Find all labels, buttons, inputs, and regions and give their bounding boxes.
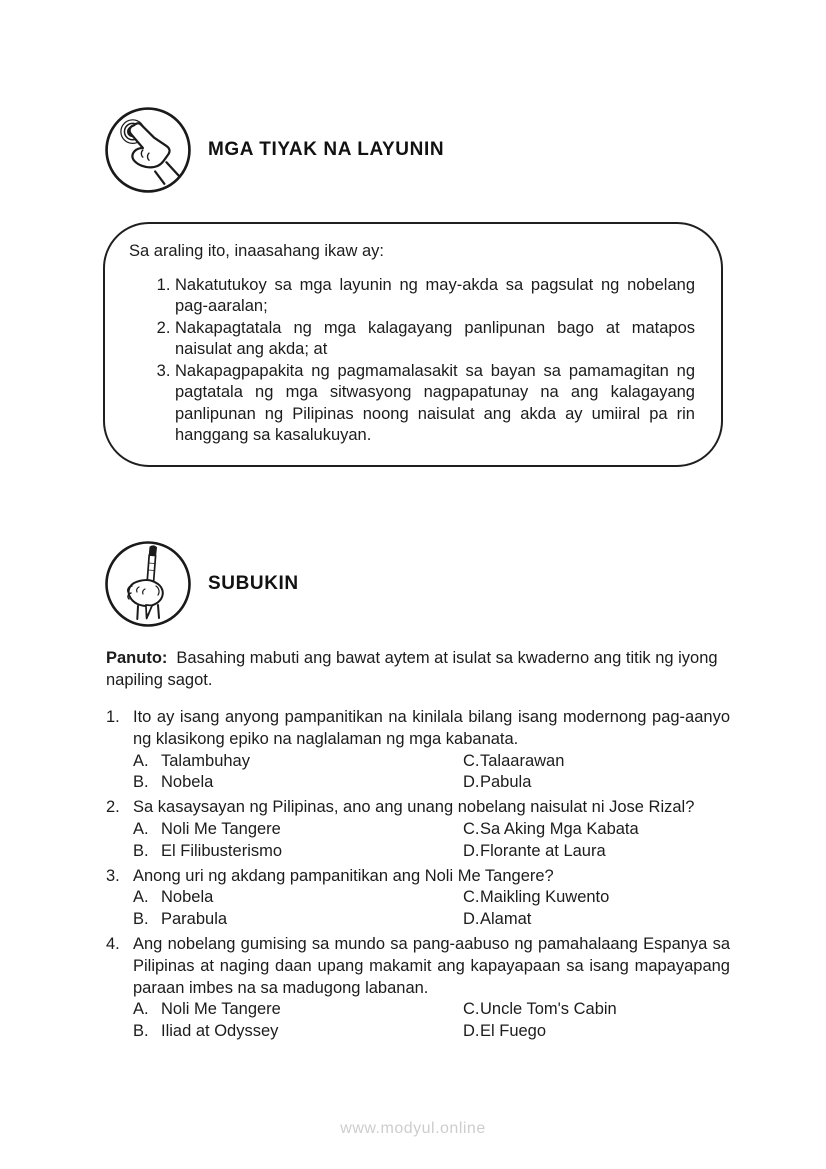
option-letter: B. — [133, 1022, 149, 1041]
question-number: 2. — [106, 798, 120, 817]
question-text: Sa kasaysayan ng Pilipinas, ano ang unang nobelang naisulat ni Jose Rizal? — [133, 798, 695, 817]
option-text: Pabula — [480, 773, 532, 792]
question-3 — [106, 866, 730, 931]
option-text: El Filibusterismo — [161, 841, 283, 860]
question-text: Ang nobelang gumising sa mundo sa pang-aabuso ng pamahalaang Espanya sa Pilipinas at naging daan upang makamit ang kapayapaan sa isang mapayapang paraan imbes na sa madugong labanan. — [133, 934, 730, 997]
option-letter: A. — [133, 888, 149, 907]
option-text: Florante at Laura — [480, 841, 606, 860]
objectives-header — [104, 106, 444, 194]
option-d — [463, 772, 730, 794]
footer-watermark: www.modyul.online — [340, 1120, 486, 1137]
option-b — [133, 772, 463, 794]
option-c — [463, 999, 730, 1021]
question-body — [133, 866, 730, 931]
option-b — [133, 841, 463, 863]
option-text: Noli Me Tangere — [161, 819, 281, 838]
objectives-list — [129, 275, 695, 447]
option-text: Nobela — [161, 773, 214, 792]
question-2 — [106, 797, 730, 862]
question-number: 1. — [106, 708, 120, 726]
option-text: Nobela — [161, 888, 214, 907]
option-text: Alamat — [480, 910, 532, 929]
option-d — [463, 841, 730, 863]
question-options — [133, 819, 730, 863]
question-list — [106, 707, 730, 1046]
option-letter: B. — [133, 773, 149, 792]
instructions-label: Panuto: — [106, 649, 168, 667]
option-text: Sa Aking Mga Kabata — [480, 819, 639, 838]
option-b — [133, 909, 463, 931]
option-letter: D. — [463, 773, 480, 792]
option-c — [463, 819, 730, 841]
question-1 — [106, 707, 730, 794]
option-a — [133, 999, 463, 1021]
option-a — [133, 887, 463, 909]
question-number: 4. — [106, 934, 120, 953]
option-letter: C. — [463, 888, 480, 907]
question-options — [133, 751, 730, 795]
instructions — [106, 648, 732, 692]
question-number: 3. — [106, 866, 120, 885]
option-a — [133, 819, 463, 841]
option-text: Parabula — [161, 910, 228, 929]
option-c — [463, 751, 730, 773]
option-text: El Fuego — [480, 1022, 547, 1041]
option-text: Noli Me Tangere — [161, 1000, 281, 1019]
question-text: Ito ay isang anyong pampanitikan na kinilala bilang isang modernong pag-aanyo ng klasikong epiko na naglalaman ng mga kabanata. — [133, 708, 730, 748]
option-b — [133, 1021, 463, 1043]
objectives-intro: Sa araling ito, inaasahang ikaw ay: — [129, 242, 384, 260]
option-d — [463, 909, 730, 931]
option-a — [133, 751, 463, 773]
objectives-title: MGA TIYAK NA LAYUNIN — [208, 139, 445, 160]
objective-item: 2. Nakapagtatala ng mga kalagayang panlipunan bago at matapos naisulat ang akda; at — [175, 318, 695, 361]
option-text: Iliad at Odyssey — [161, 1022, 279, 1041]
option-letter: B. — [133, 910, 149, 929]
option-text: Maikling Kuwento — [480, 888, 610, 907]
instructions-text: Basahing mabuti ang bawat aytem at isulat sa kwaderno ang titik ng iyong napiling sagot. — [106, 649, 718, 689]
option-d — [463, 1021, 730, 1043]
touch-click-icon — [104, 106, 192, 194]
option-letter: C. — [463, 751, 480, 770]
option-letter: B. — [133, 841, 149, 860]
quiz-title: SUBUKIN — [208, 573, 299, 594]
option-letter: D. — [463, 841, 480, 860]
option-letter: A. — [133, 1000, 149, 1019]
option-text: Talambuhay — [161, 751, 250, 770]
option-letter: D. — [463, 910, 480, 929]
objectives-box — [103, 222, 723, 467]
question-body — [133, 797, 730, 862]
question-options — [133, 999, 730, 1043]
option-letter: A. — [133, 751, 149, 770]
option-letter: D. — [463, 1022, 480, 1041]
question-text: Anong uri ng akdang pampanitikan ang Noli Me Tangere? — [133, 866, 554, 885]
hand-holding-pencil-icon — [104, 540, 192, 628]
quiz-header — [104, 540, 299, 628]
option-letter: C. — [463, 1000, 480, 1019]
objective-item: 1. Nakatutukoy sa mga layunin ng may-akda sa pagsulat ng nobelang pag-aaralan; — [175, 275, 695, 318]
option-text: Uncle Tom's Cabin — [480, 1000, 617, 1019]
option-letter: C. — [463, 819, 480, 838]
option-text: Talaarawan — [480, 751, 565, 770]
option-letter: A. — [133, 819, 149, 838]
question-body — [133, 707, 730, 794]
question-options — [133, 887, 730, 931]
question-body — [133, 934, 730, 1043]
option-c — [463, 887, 730, 909]
question-4 — [106, 934, 730, 1043]
objective-item: 3. Nakapagpapakita ng pagmamalasakit sa bayan sa pamamagitan ng pagtatala ng mga sitwasyong nagpapatunay na ang kalagayang panlipunan ng Pilipinas noong naisulat ang akda ay umiiral pa rin hanggang sa kasalukuyan. — [175, 361, 695, 447]
